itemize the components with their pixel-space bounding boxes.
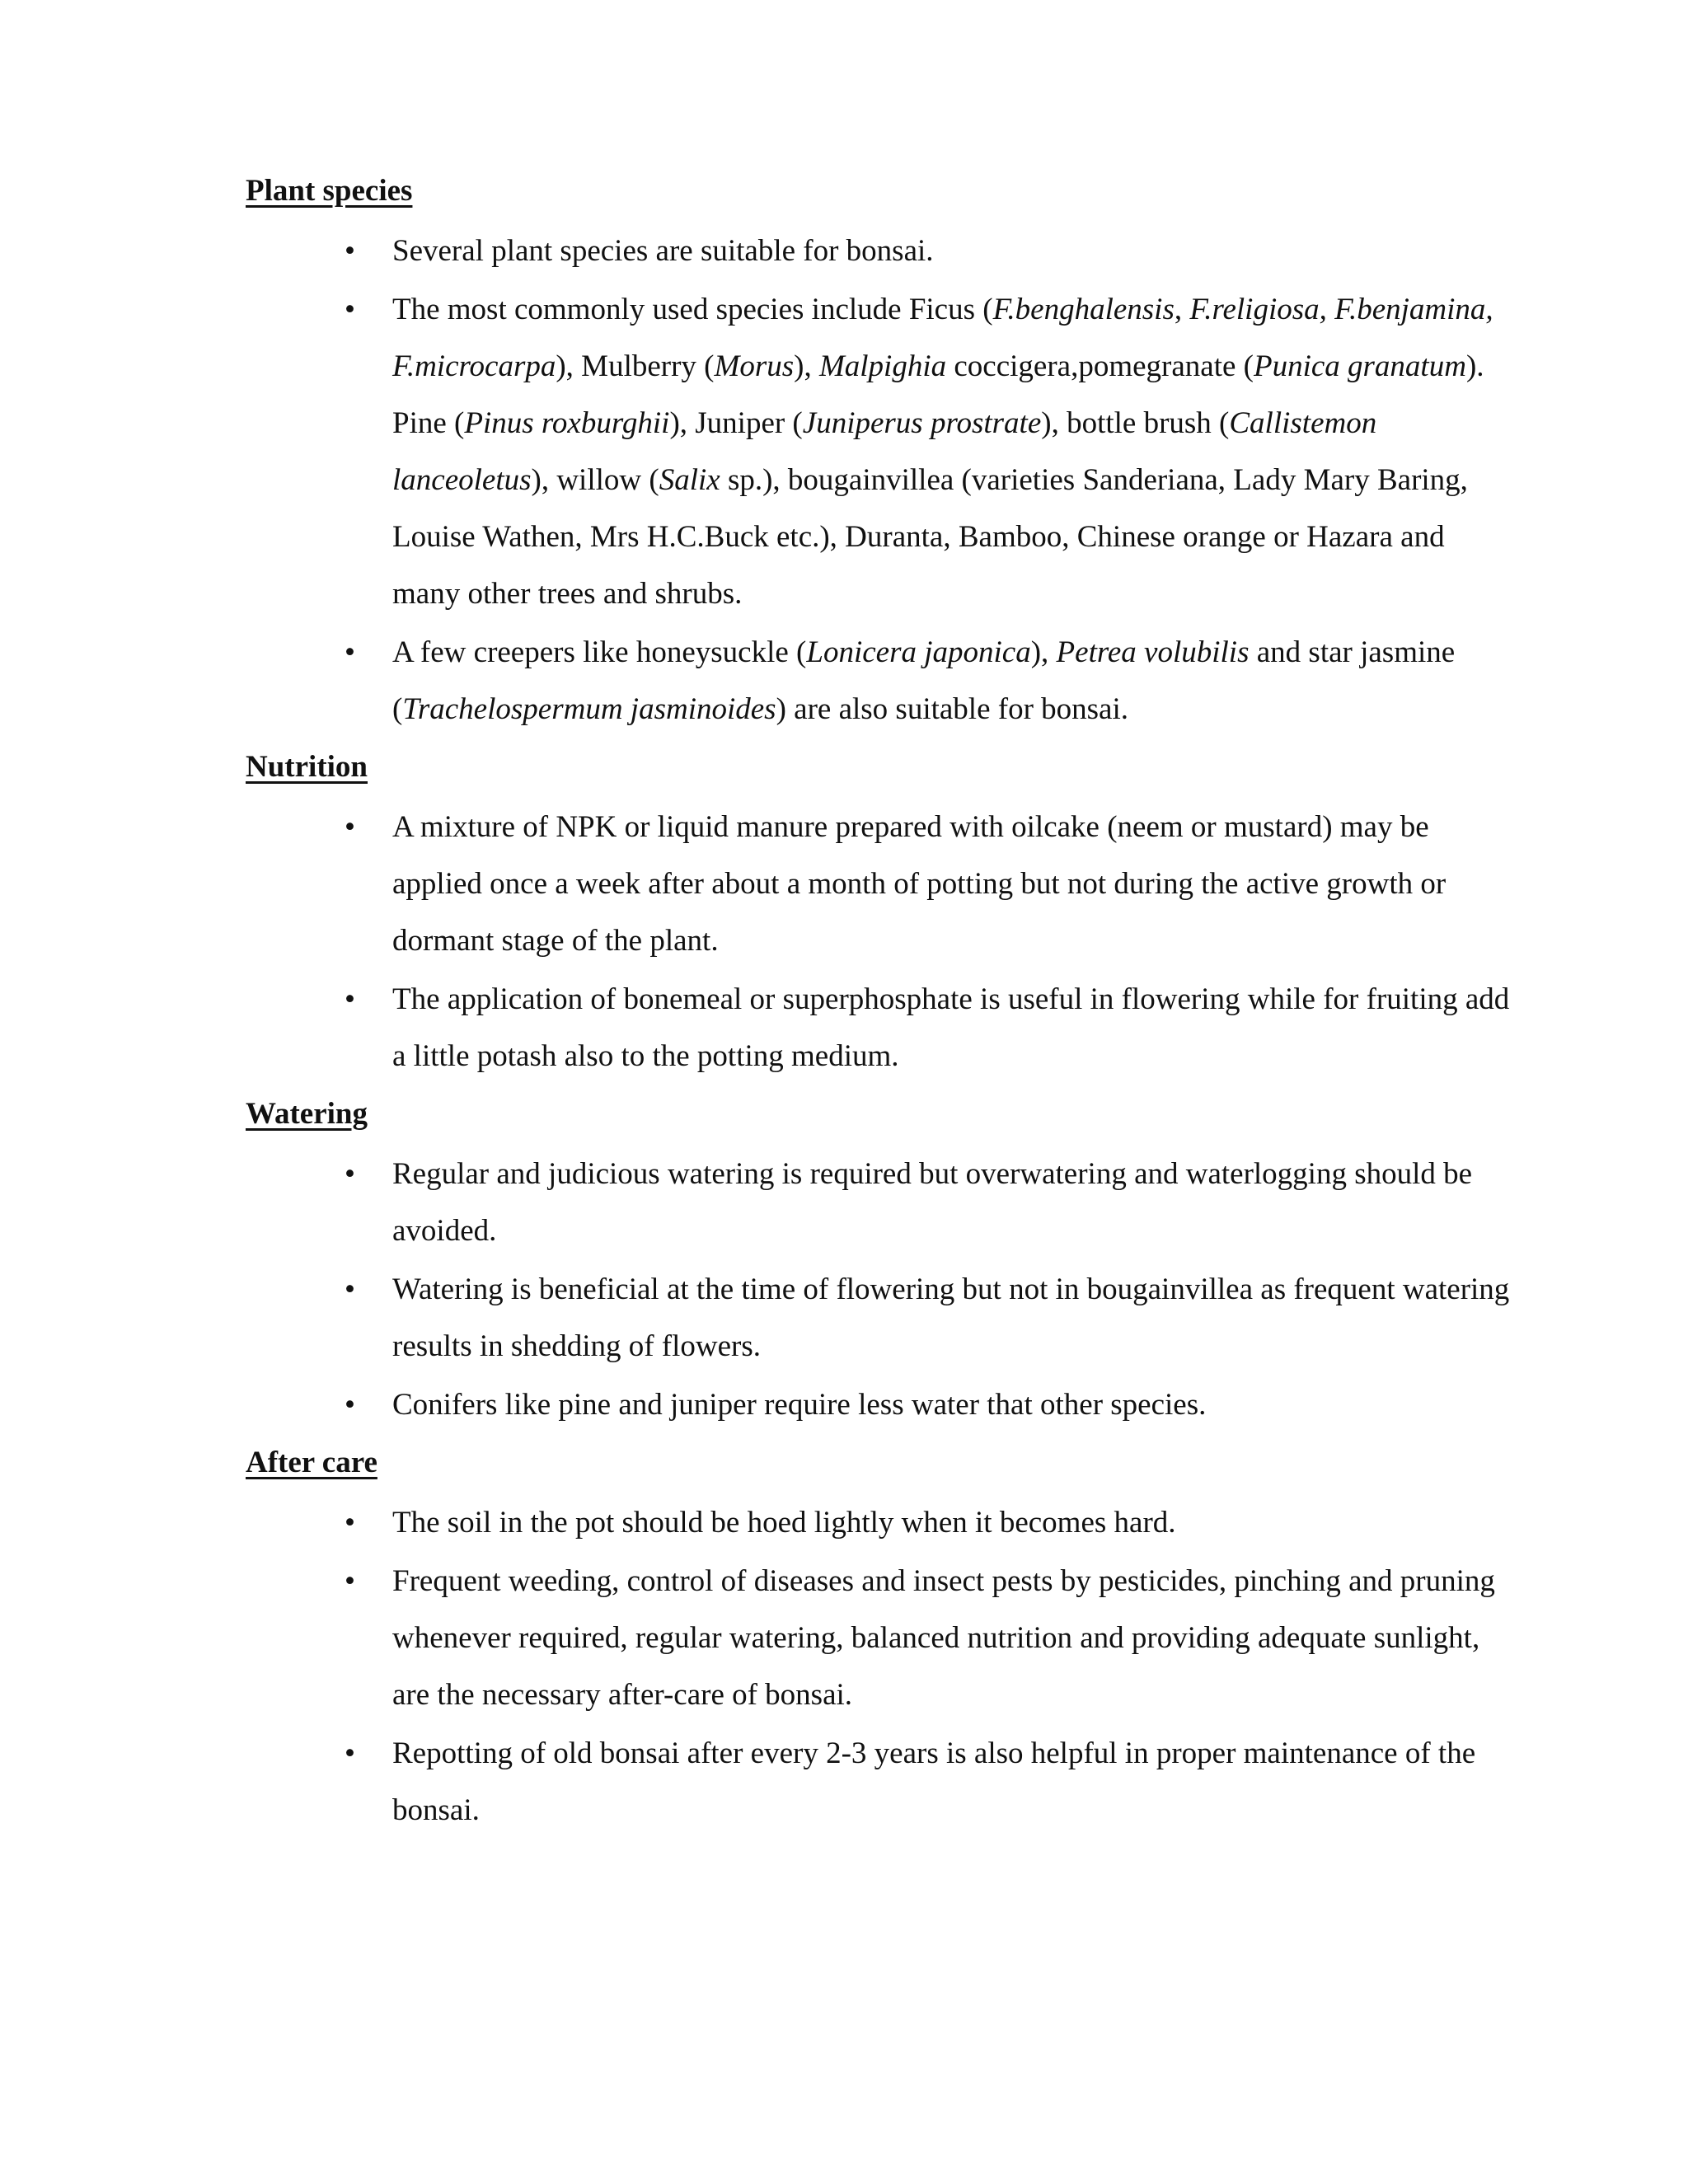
text-segment: ), willow (: [531, 463, 659, 497]
species-name: Trachelospermum jasminoides: [402, 692, 776, 726]
bullet-list: [246, 1494, 1515, 1839]
text-segment: ). Pine (: [392, 349, 1484, 440]
text-segment: Conifers like pine and juniper require less water that other species.: [392, 1388, 1207, 1422]
document-body: [246, 163, 1515, 1840]
list-item: [246, 281, 1515, 622]
text-segment: The most commonly used species include Ficus (: [392, 293, 993, 326]
section-heading: Nutrition: [246, 750, 368, 784]
section-heading: Plant species: [246, 174, 413, 208]
species-name: Punica granatum: [1253, 349, 1466, 383]
text-segment: Repotting of old bonsai after every 2-3 years is also helpful in proper maintenance of the bonsai.: [392, 1736, 1476, 1827]
list-item: [246, 1261, 1515, 1375]
list-item: [246, 1494, 1515, 1551]
bullet-icon: •: [345, 1272, 355, 1306]
section-after-care: [246, 1435, 1515, 1839]
species-name: Lonicera japonica: [806, 635, 1031, 669]
text-segment: ,: [1174, 293, 1190, 326]
list-item: [246, 1146, 1515, 1259]
section-heading: After care: [246, 1446, 377, 1479]
species-name: F.religiosa, F.benjamina, F.microcarpa: [392, 293, 1493, 383]
species-name: Pinus roxburghii: [464, 406, 670, 440]
text-segment: ),: [1030, 635, 1057, 669]
species-name: Juniperus prostrate: [802, 406, 1042, 440]
bullet-list: [246, 799, 1515, 1085]
bullet-icon: •: [345, 1157, 355, 1191]
list-item: [246, 223, 1515, 279]
bullet-icon: •: [345, 1564, 355, 1598]
bullet-list: [246, 223, 1515, 738]
section-nutrition: [246, 739, 1515, 1085]
species-name: Salix: [659, 463, 720, 497]
species-name: Callistemon lanceoletus: [392, 406, 1377, 497]
bullet-icon: •: [345, 1736, 355, 1770]
text-segment: The application of bonemeal or superphosphate is useful in flowering while for fruiting add a little potash also to the potting medium.: [392, 982, 1510, 1073]
bullet-icon: •: [345, 1388, 355, 1422]
bullet-icon: •: [345, 234, 355, 268]
text-segment: ), Juniper (: [669, 406, 803, 440]
bullet-icon: •: [345, 293, 355, 326]
text-segment: Several plant species are suitable for bonsai.: [392, 234, 934, 268]
list-item: [246, 1376, 1515, 1433]
text-segment: Watering is beneficial at the time of flowering but not in bougainvillea as frequent watering results in shedding of flowers.: [392, 1272, 1510, 1363]
text-segment: ) are also suitable for bonsai.: [776, 692, 1128, 726]
text-segment: Frequent weeding, control of diseases and insect pests by pesticides, pinching and pruning whenever required, regular watering, balanced nutrition and providing adequate sunlight, are the necessary after-care of bonsai.: [392, 1564, 1495, 1712]
text-segment: A mixture of NPK or liquid manure prepared with oilcake (neem or mustard) may be applied once a week after about a month of potting but not during the active growth or dormant stage of the plant.: [392, 810, 1447, 958]
species-name: F.benghalensis: [992, 293, 1175, 326]
species-name: Morus: [714, 349, 795, 383]
bullet-icon: •: [345, 635, 355, 669]
text-segment: and star jasmine (: [392, 635, 1456, 726]
text-segment: The soil in the pot should be hoed lightly when it becomes hard.: [392, 1506, 1176, 1540]
section-heading: Watering: [246, 1097, 368, 1131]
bullet-icon: •: [345, 1506, 355, 1540]
text-segment: coccigera,pomegranate (: [946, 349, 1254, 383]
species-name: Petrea volubilis: [1056, 635, 1250, 669]
list-item: [246, 971, 1515, 1085]
text-segment: sp.), bougainvillea (varieties Sanderiana, Lady Mary Baring, Louise Wathen, Mrs H.C.Buck etc.), Duranta, Bamboo, Chinese orange or Hazara and many other trees and shrubs.: [392, 463, 1468, 611]
list-item: [246, 1725, 1515, 1839]
list-item: [246, 1553, 1515, 1723]
text-segment: A few creepers like honeysuckle (: [392, 635, 807, 669]
section-watering: [246, 1086, 1515, 1433]
section-plant-species: [246, 163, 1515, 738]
bullet-icon: •: [345, 982, 355, 1016]
bullet-list: [246, 1146, 1515, 1433]
text-segment: ), Mulberry (: [556, 349, 715, 383]
list-item: [246, 624, 1515, 738]
text-segment: ),: [794, 349, 819, 383]
text-segment: Regular and judicious watering is required but overwatering and waterlogging should be avoided.: [392, 1157, 1473, 1248]
bullet-icon: •: [345, 810, 355, 844]
list-item: [246, 799, 1515, 969]
text-segment: ), bottle brush (: [1041, 406, 1230, 440]
species-name: Malpighia: [818, 349, 947, 383]
